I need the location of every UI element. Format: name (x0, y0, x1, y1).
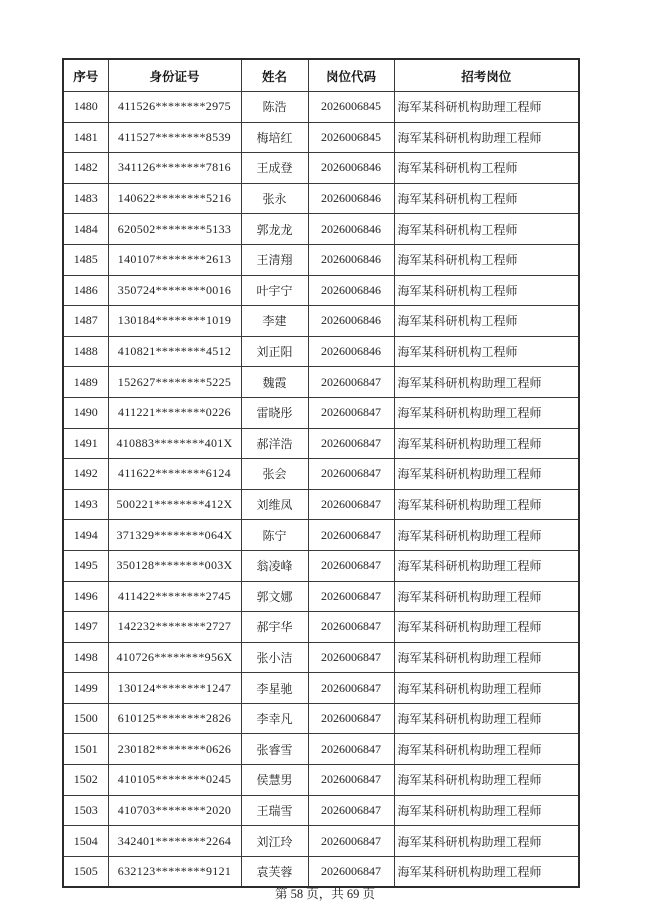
name-cell: 李幸凡 (241, 703, 308, 734)
position-code-cell: 2026006847 (308, 428, 394, 459)
serial-cell: 1487 (63, 306, 108, 337)
name-cell: 张睿雪 (241, 734, 308, 765)
position-title-cell: 海军某科研机构助理工程师 (394, 765, 579, 796)
position-title-cell: 海军某科研机构工程师 (394, 153, 579, 184)
table-row (63, 367, 579, 398)
header-row (63, 59, 579, 92)
name-cell: 雷晓彤 (241, 397, 308, 428)
serial-cell: 1499 (63, 673, 108, 704)
position-code-cell: 2026006847 (308, 397, 394, 428)
serial-cell: 1505 (63, 856, 108, 887)
name-cell: 侯慧男 (241, 765, 308, 796)
id-number-cell: 620502********5133 (108, 214, 241, 245)
serial-cell: 1490 (63, 397, 108, 428)
id-number-cell: 130124********1247 (108, 673, 241, 704)
name-cell: 魏霞 (241, 367, 308, 398)
table-row (63, 306, 579, 337)
column-header-1: 身份证号 (108, 59, 241, 92)
serial-cell: 1481 (63, 122, 108, 153)
position-code-cell: 2026006845 (308, 92, 394, 123)
table-body (63, 92, 579, 888)
position-code-cell: 2026006847 (308, 520, 394, 551)
applicant-roster-table (62, 58, 580, 888)
serial-cell: 1495 (63, 550, 108, 581)
position-code-cell: 2026006846 (308, 244, 394, 275)
id-number-cell: 152627********5225 (108, 367, 241, 398)
id-number-cell: 410883********401X (108, 428, 241, 459)
id-number-cell: 142232********2727 (108, 612, 241, 643)
id-number-cell: 350724********0016 (108, 275, 241, 306)
table-row (63, 428, 579, 459)
name-cell: 郭龙龙 (241, 214, 308, 245)
id-number-cell: 610125********2826 (108, 703, 241, 734)
serial-cell: 1480 (63, 92, 108, 123)
id-number-cell: 411221********0226 (108, 397, 241, 428)
position-code-cell: 2026006847 (308, 826, 394, 857)
name-cell: 郝宇华 (241, 612, 308, 643)
serial-cell: 1504 (63, 826, 108, 857)
table-row (63, 734, 579, 765)
serial-cell: 1493 (63, 489, 108, 520)
name-cell: 张永 (241, 183, 308, 214)
serial-cell: 1501 (63, 734, 108, 765)
position-title-cell: 海军某科研机构工程师 (394, 306, 579, 337)
serial-cell: 1502 (63, 765, 108, 796)
id-number-cell: 411622********6124 (108, 459, 241, 490)
position-code-cell: 2026006847 (308, 765, 394, 796)
position-code-cell: 2026006846 (308, 336, 394, 367)
position-code-cell: 2026006846 (308, 306, 394, 337)
position-title-cell: 海军某科研机构助理工程师 (394, 489, 579, 520)
table-row (63, 612, 579, 643)
name-cell: 刘江玲 (241, 826, 308, 857)
name-cell: 翁凌峰 (241, 550, 308, 581)
table-row (63, 795, 579, 826)
serial-cell: 1483 (63, 183, 108, 214)
serial-cell: 1503 (63, 795, 108, 826)
serial-cell: 1486 (63, 275, 108, 306)
id-number-cell: 371329********064X (108, 520, 241, 551)
name-cell: 郝洋浩 (241, 428, 308, 459)
name-cell: 李星驰 (241, 673, 308, 704)
position-title-cell: 海军某科研机构助理工程师 (394, 826, 579, 857)
serial-cell: 1485 (63, 244, 108, 275)
name-cell: 刘正阳 (241, 336, 308, 367)
position-code-cell: 2026006847 (308, 673, 394, 704)
position-title-cell: 海军某科研机构工程师 (394, 244, 579, 275)
position-title-cell: 海军某科研机构助理工程师 (394, 550, 579, 581)
table-row (63, 520, 579, 551)
page-number-text: 第 58 页，共 69 页 (274, 887, 375, 901)
page-footer (0, 884, 650, 902)
position-title-cell: 海军某科研机构助理工程师 (394, 612, 579, 643)
position-code-cell: 2026006845 (308, 122, 394, 153)
name-cell: 王成登 (241, 153, 308, 184)
table-row (63, 550, 579, 581)
id-number-cell: 410105********0245 (108, 765, 241, 796)
table-row (63, 336, 579, 367)
name-cell: 陈浩 (241, 92, 308, 123)
serial-cell: 1494 (63, 520, 108, 551)
name-cell: 张会 (241, 459, 308, 490)
position-title-cell: 海军某科研机构助理工程师 (394, 367, 579, 398)
table-row (63, 244, 579, 275)
position-code-cell: 2026006847 (308, 734, 394, 765)
id-number-cell: 342401********2264 (108, 826, 241, 857)
table-row (63, 642, 579, 673)
name-cell: 郭文娜 (241, 581, 308, 612)
serial-cell: 1488 (63, 336, 108, 367)
table-row (63, 703, 579, 734)
id-number-cell: 140107********2613 (108, 244, 241, 275)
table-row (63, 826, 579, 857)
position-title-cell: 海军某科研机构工程师 (394, 183, 579, 214)
position-title-cell: 海军某科研机构工程师 (394, 275, 579, 306)
position-code-cell: 2026006847 (308, 581, 394, 612)
column-header-4: 招考岗位 (394, 59, 579, 92)
table-row (63, 673, 579, 704)
serial-cell: 1498 (63, 642, 108, 673)
position-title-cell: 海军某科研机构助理工程师 (394, 856, 579, 887)
position-title-cell: 海军某科研机构助理工程师 (394, 459, 579, 490)
serial-cell: 1492 (63, 459, 108, 490)
position-title-cell: 海军某科研机构助理工程师 (394, 92, 579, 123)
table-row (63, 214, 579, 245)
table-row (63, 397, 579, 428)
position-code-cell: 2026006847 (308, 795, 394, 826)
position-title-cell: 海军某科研机构助理工程师 (394, 795, 579, 826)
position-title-cell: 海军某科研机构助理工程师 (394, 581, 579, 612)
position-code-cell: 2026006847 (308, 459, 394, 490)
position-code-cell: 2026006846 (308, 214, 394, 245)
position-title-cell: 海军某科研机构助理工程师 (394, 642, 579, 673)
name-cell: 袁芙蓉 (241, 856, 308, 887)
position-title-cell: 海军某科研机构助理工程师 (394, 122, 579, 153)
id-number-cell: 350128********003X (108, 550, 241, 581)
id-number-cell: 411422********2745 (108, 581, 241, 612)
position-title-cell: 海军某科研机构助理工程师 (394, 703, 579, 734)
serial-cell: 1489 (63, 367, 108, 398)
table-row (63, 765, 579, 796)
position-code-cell: 2026006847 (308, 612, 394, 643)
name-cell: 李建 (241, 306, 308, 337)
table-row (63, 275, 579, 306)
serial-cell: 1484 (63, 214, 108, 245)
position-code-cell: 2026006847 (308, 367, 394, 398)
position-code-cell: 2026006847 (308, 550, 394, 581)
name-cell: 王清翔 (241, 244, 308, 275)
position-code-cell: 2026006846 (308, 183, 394, 214)
column-header-2: 姓名 (241, 59, 308, 92)
position-code-cell: 2026006846 (308, 153, 394, 184)
table-row (63, 183, 579, 214)
position-title-cell: 海军某科研机构助理工程师 (394, 673, 579, 704)
position-title-cell: 海军某科研机构助理工程师 (394, 520, 579, 551)
name-cell: 梅培红 (241, 122, 308, 153)
position-code-cell: 2026006847 (308, 703, 394, 734)
table-row (63, 489, 579, 520)
name-cell: 陈宁 (241, 520, 308, 551)
position-code-cell: 2026006846 (308, 275, 394, 306)
table-row (63, 92, 579, 123)
id-number-cell: 410726********956X (108, 642, 241, 673)
id-number-cell: 410703********2020 (108, 795, 241, 826)
name-cell: 刘维凤 (241, 489, 308, 520)
table-row (63, 153, 579, 184)
table-row (63, 856, 579, 887)
position-title-cell: 海军某科研机构助理工程师 (394, 428, 579, 459)
position-code-cell: 2026006847 (308, 856, 394, 887)
serial-cell: 1491 (63, 428, 108, 459)
id-number-cell: 411527********8539 (108, 122, 241, 153)
name-cell: 叶宇宁 (241, 275, 308, 306)
serial-cell: 1497 (63, 612, 108, 643)
position-title-cell: 海军某科研机构工程师 (394, 336, 579, 367)
name-cell: 张小洁 (241, 642, 308, 673)
serial-cell: 1482 (63, 153, 108, 184)
table-row (63, 459, 579, 490)
serial-cell: 1496 (63, 581, 108, 612)
id-number-cell: 130184********1019 (108, 306, 241, 337)
column-header-0: 序号 (63, 59, 108, 92)
position-title-cell: 海军某科研机构工程师 (394, 214, 579, 245)
id-number-cell: 140622********5216 (108, 183, 241, 214)
table-row (63, 122, 579, 153)
id-number-cell: 632123********9121 (108, 856, 241, 887)
id-number-cell: 411526********2975 (108, 92, 241, 123)
column-header-3: 岗位代码 (308, 59, 394, 92)
position-code-cell: 2026006847 (308, 489, 394, 520)
id-number-cell: 230182********0626 (108, 734, 241, 765)
table-row (63, 581, 579, 612)
position-title-cell: 海军某科研机构助理工程师 (394, 734, 579, 765)
position-code-cell: 2026006847 (308, 642, 394, 673)
id-number-cell: 500221********412X (108, 489, 241, 520)
position-title-cell: 海军某科研机构助理工程师 (394, 397, 579, 428)
id-number-cell: 341126********7816 (108, 153, 241, 184)
id-number-cell: 410821********4512 (108, 336, 241, 367)
serial-cell: 1500 (63, 703, 108, 734)
name-cell: 王瑞雪 (241, 795, 308, 826)
